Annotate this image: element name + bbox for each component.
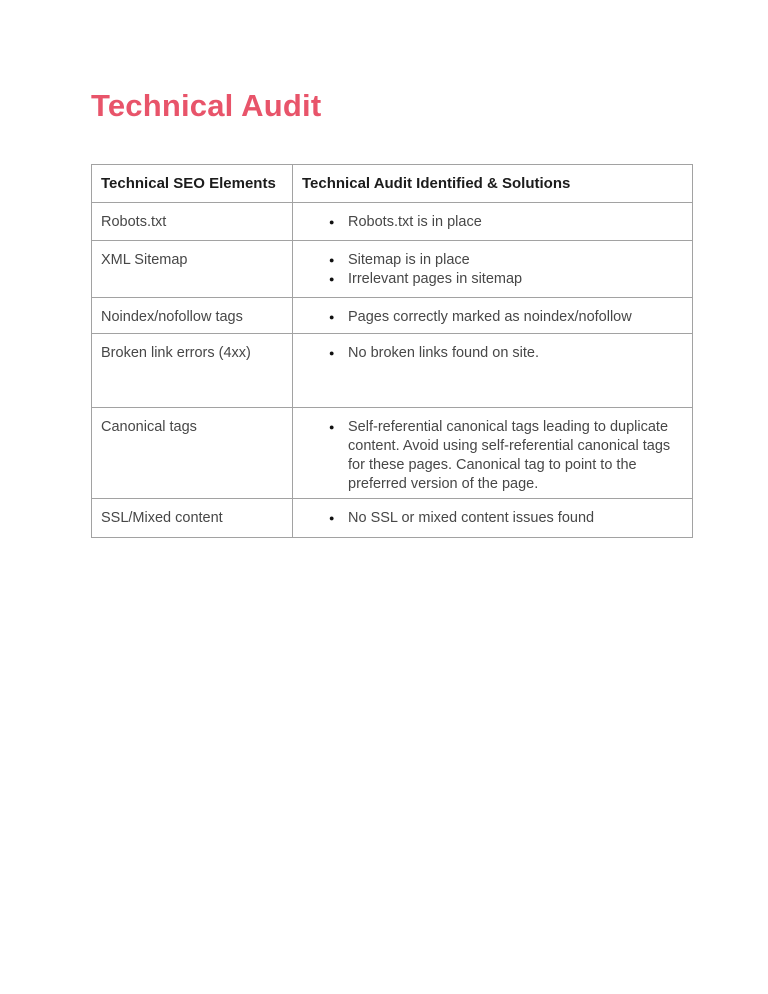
bullet-text: Self-referential canonical tags leading to duplicate content. Avoid using self-referential canonical tags for these pages. Canonical tag to point to the preferred version of the page. (348, 419, 671, 492)
element-cell: Robots.txt (92, 203, 293, 241)
bullet-text: No SSL or mixed content issues found (348, 510, 595, 526)
bullet-list (293, 308, 682, 327)
solutions-cell (293, 334, 693, 408)
solutions-cell (293, 408, 693, 499)
bullet-icon: ● (329, 274, 335, 284)
bullet-list (293, 213, 682, 232)
element-cell: SSL/Mixed content (92, 499, 293, 538)
table-row (92, 203, 693, 241)
column-header-audit-solutions: Technical Audit Identified & Solutions (293, 165, 693, 203)
list-item (293, 213, 682, 232)
element-cell: XML Sitemap (92, 241, 293, 298)
page-title: Technical Audit (91, 88, 322, 123)
table-row (92, 408, 693, 499)
table-header-row (92, 165, 693, 203)
table-row (92, 298, 693, 334)
bullet-text: No broken links found on site. (348, 345, 540, 361)
bullet-icon: ● (329, 513, 335, 523)
solutions-cell (293, 298, 693, 334)
bullet-text: Robots.txt is in place (348, 214, 482, 230)
solutions-cell (293, 499, 693, 538)
bullet-text: Irrelevant pages in sitemap (348, 271, 523, 287)
bullet-text: Pages correctly marked as noindex/nofollow (348, 309, 632, 325)
column-header-seo-elements: Technical SEO Elements (92, 165, 293, 203)
bullet-list (293, 344, 682, 363)
bullet-icon: ● (329, 422, 335, 432)
element-cell: Broken link errors (4xx) (92, 334, 293, 408)
element-cell: Canonical tags (92, 408, 293, 499)
element-cell: Noindex/nofollow tags (92, 298, 293, 334)
technical-audit-table (91, 164, 693, 538)
bullet-icon: ● (329, 312, 335, 322)
table-row (92, 334, 693, 408)
bullet-list (293, 251, 682, 289)
solutions-cell (293, 241, 693, 298)
list-item (293, 251, 682, 270)
bullet-text: Sitemap is in place (348, 252, 470, 268)
list-item (293, 270, 682, 289)
list-item (293, 308, 682, 327)
bullet-icon: ● (329, 217, 335, 227)
list-item (293, 344, 682, 363)
bullet-icon: ● (329, 255, 335, 265)
bullet-list (293, 509, 682, 528)
table-row (92, 241, 693, 298)
solutions-cell (293, 203, 693, 241)
table-row (92, 499, 693, 538)
bullet-icon: ● (329, 348, 335, 358)
list-item (293, 418, 682, 494)
bullet-list (293, 418, 682, 494)
list-item (293, 509, 682, 528)
